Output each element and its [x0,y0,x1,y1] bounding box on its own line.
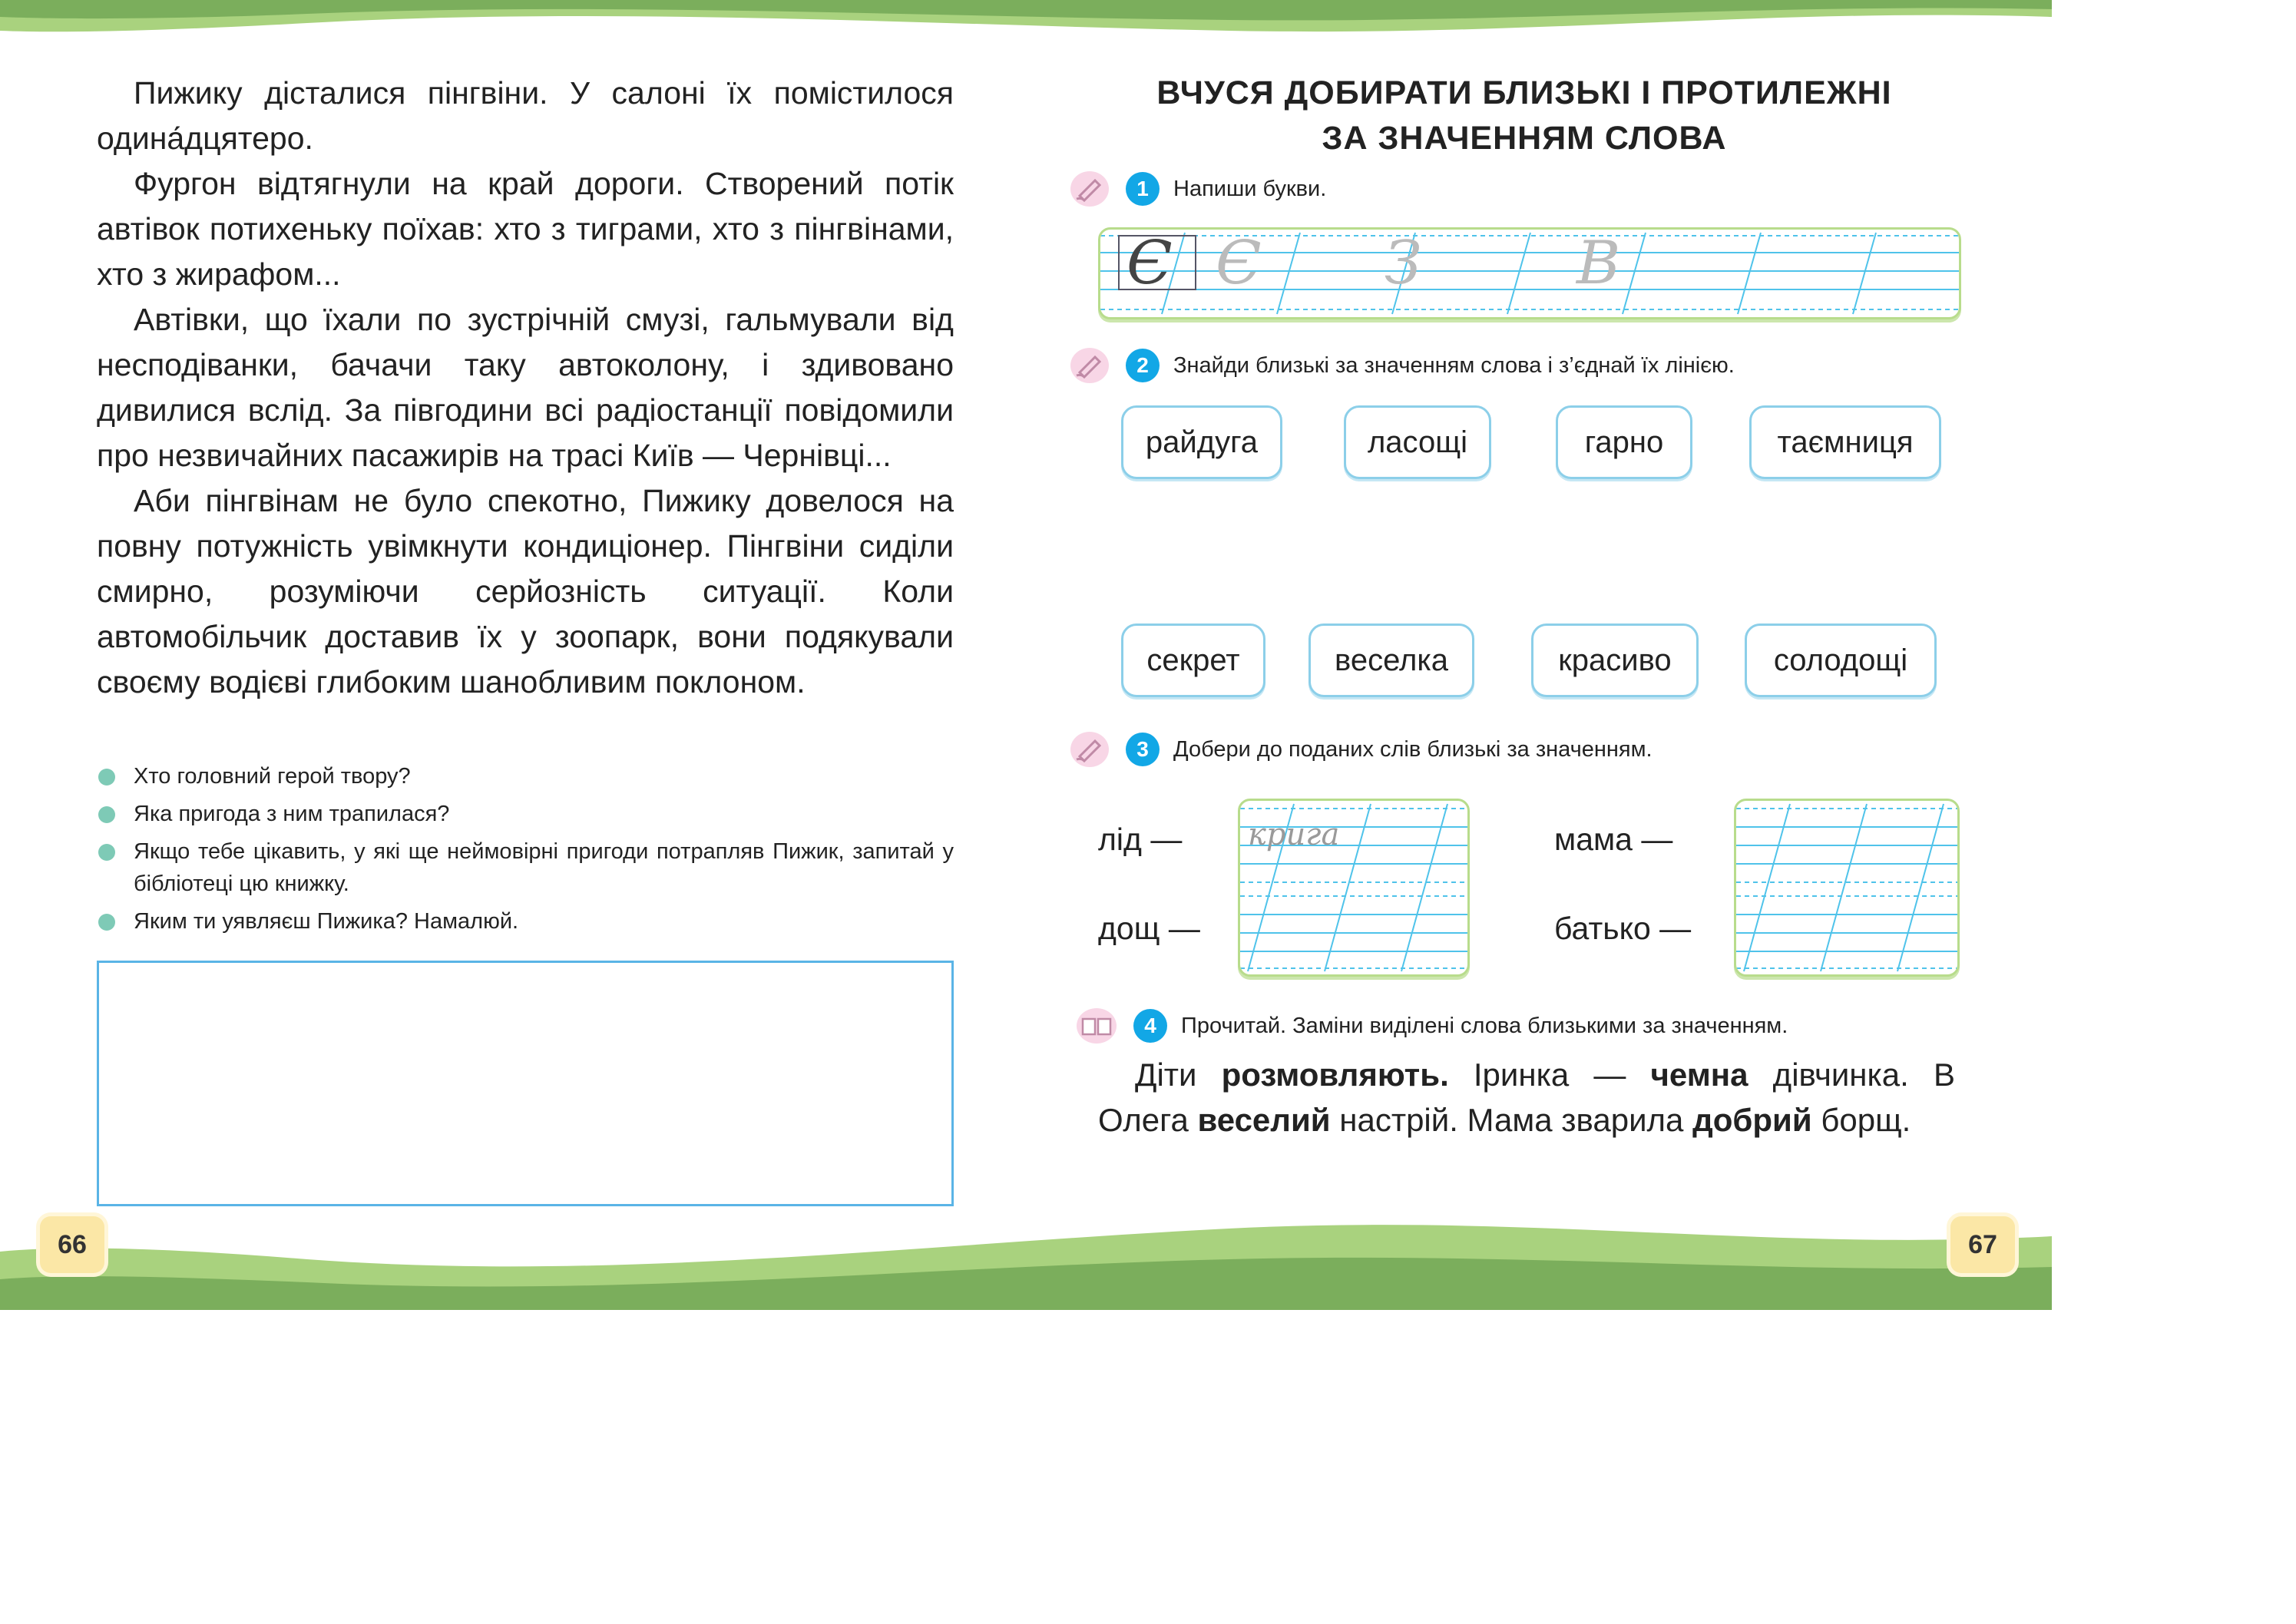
story-paragraph: Аби пінгвінам не було спекотно, Пижику довелося на повну потужність увімкнути кондиціонер. Пінгвіни сиділи смирно, розуміючи серйозність ситуації. Коли автомобільчик доставив їх у зоопарк, вони подякували своєму водієві глибоким шанобливим поклоном. [97,483,954,700]
highlighted-word: добрий [1692,1102,1812,1138]
bullet-icon [98,844,115,861]
answer-lines-right[interactable] [1734,799,1960,977]
task-instruction: Добери до поданих слів близькі за значенням. [1173,736,1653,762]
bullet-icon [98,806,115,823]
task-instruction: Прочитай. Заміни виділені слова близькими за значенням. [1181,1013,1788,1038]
given-word: лід — [1098,822,1183,857]
pencil-hand-icon [1070,348,1109,383]
drawing-box[interactable] [97,961,954,1206]
trace-letter: В [1576,229,1621,298]
word-card[interactable]: райдуга [1121,405,1282,479]
given-word: батько — [1554,911,1692,946]
story-paragraph: Фургон відтягнули на край дороги. Створений потік автівок потихеньку поїхав: хто з тиграми, хто з пінгвінами, хто з жирафом... [97,166,954,292]
task-number-badge: 3 [1126,733,1160,766]
task-3-header [1070,729,1653,769]
sample-answer: крига [1248,817,1340,852]
highlighted-word: веселий [1197,1102,1331,1138]
bullet-icon [98,914,115,931]
word-card[interactable]: красиво [1531,623,1699,697]
task-number-badge: 2 [1126,349,1160,382]
page-number-left: 66 [40,1216,104,1273]
bullet-icon [98,769,115,786]
given-word: дощ — [1098,911,1200,946]
task-instruction: Напиши букви. [1173,176,1327,201]
task-number-badge: 1 [1126,172,1160,206]
trace-letter: Є [1216,229,1262,298]
task-2-header [1070,346,1735,385]
given-word: мама — [1554,822,1673,857]
open-book-icon [1077,1008,1117,1044]
task-4-header [1077,1006,1788,1046]
question-item: Якщо тебе цікавить, у які ще неймовірні пригоди потрапляв Пижик, запитай у бібліотеці цю книжку. [97,835,954,900]
answer-lines-left[interactable] [1238,799,1470,977]
question-item: Яка пригода з ним трапилася? [97,798,954,830]
story-text [97,71,954,705]
pencil-hand-icon [1070,732,1109,767]
word-card[interactable]: солодощі [1745,623,1937,697]
word-card[interactable]: секрет [1121,623,1265,697]
pencil-hand-icon [1070,171,1109,207]
task-1-header [1070,169,1326,209]
task-instruction: Знайди близькі за значенням слова і з’єднай їх лінією. [1173,352,1735,378]
page-number-right: 67 [1950,1216,2015,1273]
top-wave-decoration [0,0,2052,46]
story-paragraph: Автівки, що їхали по зустрічній смузі, гальмували від несподіванки, бачачи таку автоколону, і здивовано дивилися вслід. За півгодини всі радіостанції повідомили про незвичайних пасажирів на трасі Київ — Чернівці... [97,302,954,473]
trace-letter: З [1385,229,1422,298]
question-item: Хто головний герой твору? [97,760,954,792]
reading-paragraph: Діти розмовляють. Іринка — чемна дівчинка. В Олега веселий настрій. Мама зварила добрий борщ. [1098,1057,1955,1138]
highlighted-word: чемна [1650,1057,1748,1093]
word-card[interactable]: веселка [1308,623,1474,697]
bottom-wave-decoration [0,1206,2052,1310]
story-paragraph: Пижику дісталися пінгвіни. У салоні їх помістилося одина́дцятеро. [97,75,954,156]
task-number-badge: 4 [1133,1009,1167,1043]
reading-text [1098,1052,1955,1143]
highlighted-word: розмовляють. [1221,1057,1449,1093]
question-list [97,760,954,943]
word-card[interactable]: гарно [1556,405,1692,479]
page-title: ВЧУСЯ ДОБИРАТИ БЛИЗЬКІ І ПРОТИЛЕЖНІ ЗА ЗНАЧЕННЯМ СЛОВА [1156,74,1892,157]
handwriting-lines-letters[interactable] [1098,227,1961,319]
sample-letter: Є [1126,229,1173,298]
question-item: Яким ти уявляєш Пижика? Намалюй. [97,905,954,938]
word-card[interactable]: таємниця [1749,405,1941,479]
word-card[interactable]: ласощі [1344,405,1491,479]
